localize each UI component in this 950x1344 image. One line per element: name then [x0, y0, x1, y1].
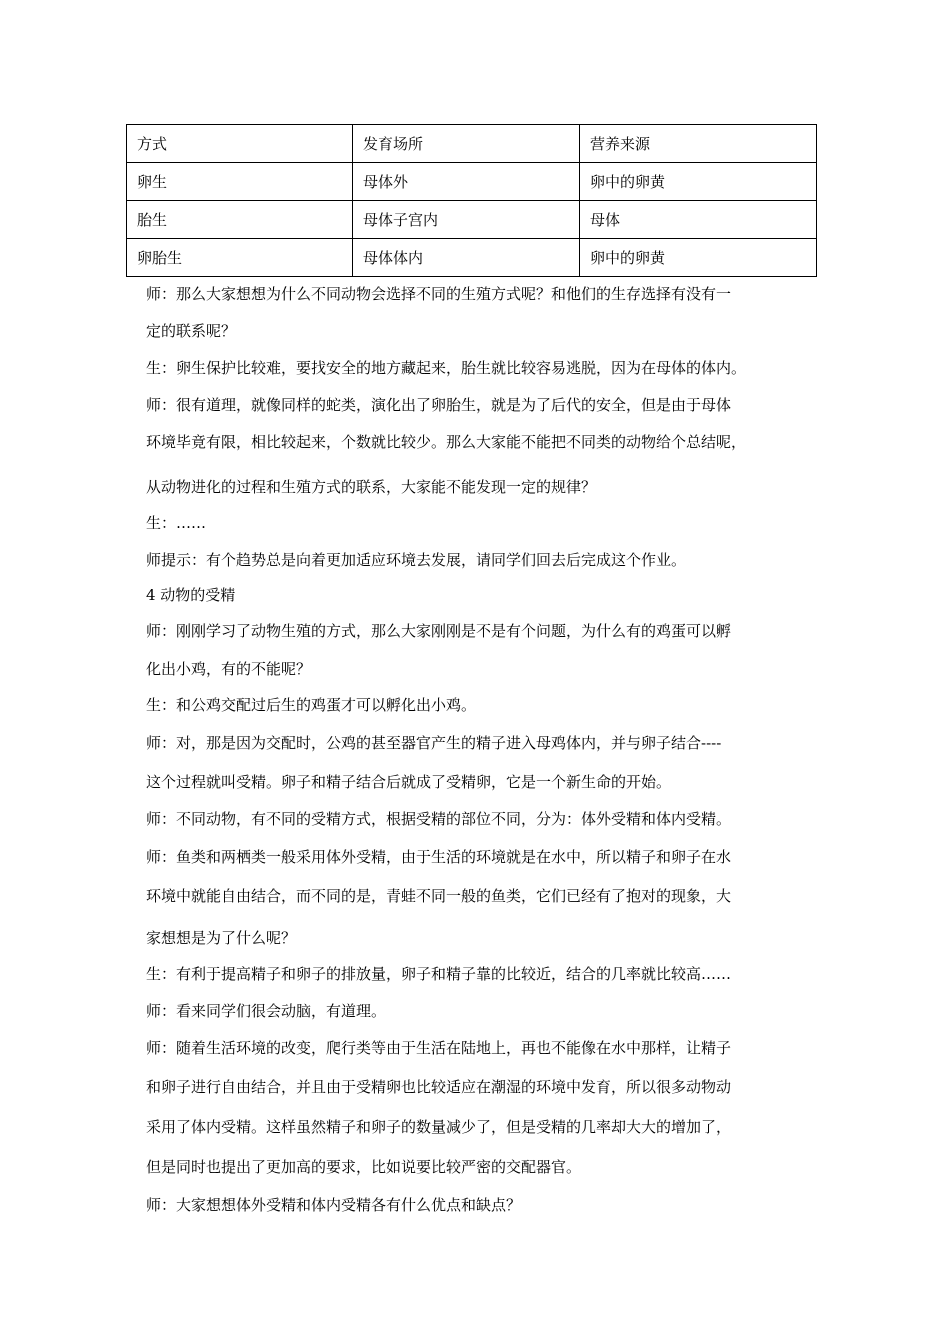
reproduction-methods-table — [126, 124, 817, 277]
table-cell: 发育场所 — [353, 125, 580, 163]
text-line: 采用了体内受精。这样虽然精子和卵子的数量减少了，但是受精的几率却大大的增加了， — [146, 1118, 732, 1136]
text-line: 师：很有道理，就像同样的蛇类，演化出了卵胎生，就是为了后代的安全，但是由于母体 — [146, 396, 732, 414]
table-cell: 胎生 — [127, 201, 353, 239]
text-line: 生：和公鸡交配过后生的鸡蛋才可以孵化出小鸡。 — [146, 696, 477, 714]
table-header-row — [127, 125, 817, 163]
table-row — [127, 201, 817, 239]
text-line: 环境毕竟有限，相比较起来，个数就比较少。那么大家能不能把不同类的动物给个总结呢， — [146, 433, 747, 451]
text-line: 定的联系呢？ — [146, 322, 237, 340]
text-line: 但是同时也提出了更加高的要求，比如说要比较严密的交配器官。 — [146, 1158, 582, 1176]
table-cell: 卵中的卵黄 — [580, 163, 817, 201]
text-line: 师：看来同学们很会动脑，有道理。 — [146, 1002, 387, 1020]
text-line: 生：有利于提高精子和卵子的排放量，卵子和精子靠的比较近，结合的几率就比较高…… — [146, 965, 732, 983]
table-cell: 方式 — [127, 125, 353, 163]
text-line: 化出小鸡，有的不能呢？ — [146, 660, 312, 678]
table-cell: 母体体内 — [353, 239, 580, 277]
text-line: 这个过程就叫受精。卵子和精子结合后就成了受精卵，它是一个新生命的开始。 — [146, 773, 672, 791]
text-line: 师：不同动物，有不同的受精方式，根据受精的部位不同，分为：体外受精和体内受精。 — [146, 810, 732, 828]
text-line: 环境中就能自由结合，而不同的是，青蛙不同一般的鱼类，它们已经有了抱对的现象，大 — [146, 887, 732, 905]
text-line: 师：对，那是因为交配时，公鸡的甚至器官产生的精子进入母鸡体内，并与卵子结合---- — [146, 734, 722, 752]
text-line: 师：刚刚学习了动物生殖的方式，那么大家刚刚是不是有个问题，为什么有的鸡蛋可以孵 — [146, 622, 732, 640]
table-cell: 卵生 — [127, 163, 353, 201]
table-cell: 卵中的卵黄 — [580, 239, 817, 277]
text-line: 和卵子进行自由结合，并且由于受精卵也比较适应在潮湿的环境中发育，所以很多动物动 — [146, 1078, 732, 1096]
section-heading: 4 动物的受精 — [146, 586, 236, 604]
table-cell: 母体 — [580, 201, 817, 239]
table-cell: 营养来源 — [580, 125, 817, 163]
text-line: 师：随着生活环境的改变，爬行类等由于生活在陆地上，再也不能像在水中那样，让精子 — [146, 1039, 732, 1057]
text-line: 师：那么大家想想为什么不同动物会选择不同的生殖方式呢？和他们的生存选择有没有一 — [146, 285, 732, 303]
table-row — [127, 163, 817, 201]
text-line: 从动物进化的过程和生殖方式的联系，大家能不能发现一定的规律？ — [146, 478, 597, 496]
table-cell: 母体外 — [353, 163, 580, 201]
table-row — [127, 239, 817, 277]
text-line: 生：卵生保护比较难，要找安全的地方藏起来，胎生就比较容易逃脱，因为在母体的体内。 — [146, 359, 747, 377]
table-cell: 卵胎生 — [127, 239, 353, 277]
text-line: 师：鱼类和两栖类一般采用体外受精，由于生活的环境就是在水中，所以精子和卵子在水 — [146, 848, 732, 866]
text-line: 生：…… — [146, 514, 207, 532]
text-line: 师提示：有个趋势总是向着更加适应环境去发展，请同学们回去后完成这个作业。 — [146, 551, 687, 569]
text-line: 师：大家想想体外受精和体内受精各有什么优点和缺点？ — [146, 1196, 522, 1214]
text-line: 家想想是为了什么呢？ — [146, 929, 297, 947]
table-cell: 母体子宫内 — [353, 201, 580, 239]
